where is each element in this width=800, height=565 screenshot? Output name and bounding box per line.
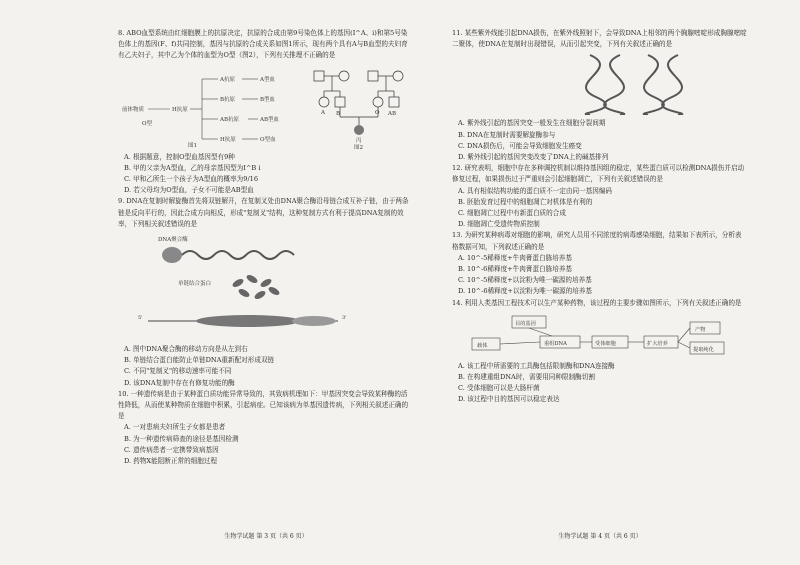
q14-option-d: D. 该过程中目的基因可以稳定表达 — [458, 395, 560, 404]
q10-option-d: D. 药物X能阻断正常的细胞过程 — [124, 457, 218, 466]
question-8: 8. ABO血型系统由红细胞膜上的抗原决定，抗原的合成由第9号染色体上的基因(I^A、i)和第5号染色体上的基因(F、f)共同控制，基因与抗原的合成关系如图1所示，现有两个具有A与B血型的夫妇育有乙夫妇子，其中乙为个体的血型为O型（图2），下列有关推理不正确的是 — [118, 29, 408, 60]
type-b: B型血 — [260, 96, 276, 103]
right-footer: 生物学试题 第 4 页（共 6 页） — [558, 532, 642, 540]
dna-polymerase-label: DNA聚合酶 — [158, 237, 188, 244]
fig2-caption: 图2 — [354, 144, 363, 149]
polymerase-shape — [162, 247, 182, 263]
q12-option-c: C. 细胞凋亡过程中有新蛋白质的合成 — [458, 209, 566, 218]
pedigree-female-2 — [393, 71, 403, 81]
lbl-receptor: 受体细胞 — [595, 340, 616, 347]
ssb-label: 单链结合蛋白 — [178, 281, 212, 288]
ped-label-a: A — [321, 109, 325, 116]
q13-option-b: B. 10^-6稀释度+牛肉膏蛋白胨培养基 — [458, 265, 573, 274]
type-o-label: O型 — [142, 120, 153, 127]
dna-helix-diagram — [452, 53, 748, 115]
prime-5: 5' — [138, 315, 143, 322]
q14-option-c: C. 受体细胞可以是大肠杆菌 — [458, 384, 540, 393]
precursor-label: 前体物质 — [122, 106, 145, 113]
pedigree-child-4 — [389, 97, 399, 107]
q8-option-c: C. 甲和乙所生一个孩子为A型血的概率为9/16 — [124, 175, 259, 184]
question-9: 9. DNA在复制时解旋酶首先将双链解开，在复制叉处由DNA聚合酶沿母链合成互补子链，由于两条链是反向平行的，因此合成方向相反，形成"复制叉"结构，这种复制方式有利于提高DNA复制的效率，下列相关叙述错误的是 — [118, 197, 409, 228]
q11-option-d: D. 紫外线引起的基因突变改变了DNA上的碱基排列 — [458, 153, 609, 162]
q12-option-b: B. 胚胎发育过程中的细胞凋亡对机体是有利的 — [458, 197, 593, 206]
q11-option-b: B. DNA在复制时需要解旋酶参与 — [458, 130, 556, 139]
q13-option-a: A. 10^-5稀释度+牛肉膏蛋白胨培养基 — [458, 253, 572, 262]
figure-q8 — [118, 65, 414, 149]
abo-diagram — [118, 65, 414, 149]
pedigree-child-1 — [319, 97, 329, 107]
figure-q11 — [452, 53, 748, 115]
lbl-target-gene: 目的基因 — [515, 320, 536, 327]
q9-option-c: C. 不同"复制叉"的移动速率可能不同 — [124, 367, 232, 376]
lbl-product: 产物 — [695, 326, 706, 333]
replication-fork-diagram — [118, 233, 414, 341]
lbl-vector: 载体 — [477, 342, 488, 349]
question-14: 14. 利用人类基因工程技术可以生产某种药物，该过程的主要步骤如图所示，下列有关叙述正确的是 — [452, 298, 742, 307]
helix-left — [586, 55, 625, 115]
q14-option-a: A. 该工程中所需要的工具酶包括限制酶和DNA连接酶 — [458, 361, 615, 370]
q9-option-b: B. 单链结合蛋白能防止单链DNA重新配对形成双链 — [124, 356, 275, 365]
a-antigen: A抗原 — [220, 76, 235, 83]
type-a: A型血 — [260, 76, 275, 83]
q8-option-d: D. 若父母均为O型血，子女不可能是AB型血 — [124, 186, 254, 195]
question-12: 12. 研究表明，细胞中存在多种调控机制以维持基因组的稳定，某些蛋白质可以检测DNA损伤并启动修复过程，如果损伤过于严重则会引起细胞凋亡，下列有关叙述错误的是 — [452, 164, 745, 184]
q10-option-c: C. 遗传病患者一定携带致病基因 — [124, 445, 219, 454]
type-o: O型血 — [260, 136, 276, 143]
pedigree-male-2 — [368, 71, 378, 81]
h-antigen-2: H抗原 — [220, 136, 236, 143]
pedigree-proband — [354, 125, 364, 135]
dna-strand-top — [182, 251, 294, 259]
ped-label-o: O — [375, 109, 380, 116]
ped-label-bing: 丙 — [356, 137, 362, 144]
pedigree-child-2 — [335, 97, 345, 107]
b-antigen: B抗原 — [220, 96, 236, 103]
question-10: 10. 一种遗传病是由于某种蛋白质功能异常导致的，其致病机理如下：甲基因突变会导致某种酶的活性降低，从而使某种物质在细胞中积累，引起病症。已知该病为单基因遗传病，下列相关叙述正确的是 — [118, 389, 409, 421]
q10-option-b: B. 为一种遗传病筛查的途径是基因检测 — [124, 434, 239, 443]
q11-option-c: C. DNA损伤后，可能会导致细胞发生癌变 — [458, 141, 582, 150]
figure-q9 — [118, 233, 414, 341]
q12-option-a: A. 具有相似结构功能的蛋白质不一定由同一基因编码 — [458, 186, 613, 195]
q8-option-a: A. 根据题意，控制O型血基因型有9种 — [124, 152, 235, 161]
helix-right — [644, 55, 683, 115]
ped-label-b: B — [336, 110, 341, 117]
ab-antigen: AB抗原 — [220, 116, 240, 123]
fig1-caption: 图1 — [188, 142, 197, 149]
question-13: 13. 为研究某种病毒对细胞的影响，研究人员用不同浓度的病毒感染细胞，结果如下表所示，分析表格数据可知，下列叙述正确的是 — [452, 231, 742, 251]
figure-q14 — [452, 312, 748, 358]
q13-option-c: C. 10^-5稀释度+以淀粉为唯一碳源的培养基 — [458, 276, 592, 285]
pedigree-male-1 — [314, 71, 324, 81]
q9-option-d: D. 该DNA复制中存在有修复功能的酶 — [124, 378, 235, 387]
left-footer: 生物学试题 第 3 页（共 6 页） — [224, 532, 308, 540]
genetic-engineering-flowchart — [452, 312, 748, 358]
q12-option-d: D. 细胞凋亡受遗传物质控制 — [458, 220, 540, 229]
q13-option-d: D. 10^-6稀释度+以淀粉为唯一碳源的培养基 — [458, 287, 593, 296]
lbl-purify: 提取纯化 — [693, 346, 714, 353]
left-page — [118, 28, 414, 548]
lbl-culture: 扩大培养 — [647, 340, 668, 347]
ped-label-ab: AB — [388, 110, 397, 117]
q9-option-a: A. 图中DNA聚合酶的移动方向是从左到右 — [124, 345, 248, 354]
type-ab: AB型血 — [260, 116, 280, 123]
right-page — [452, 28, 748, 548]
question-11: 11. 某些紫外线能引起DNA损伤，在紫外线照射下，会导致DNA上相邻的两个胸腺嘧啶形成胸腺嘧啶二聚体，使DNA在复制时出现错误，从而引起突变，下列有关叙述正确的是 — [452, 29, 747, 49]
q8-option-b: B. 甲的父亲为A型血，乙的母亲基因型为I^B i — [124, 163, 261, 172]
q14-option-b: B. 在构建重组DNA时，需要用同种限制酶切割 — [458, 373, 595, 382]
q10-option-a: A. 一对患病夫妇所生子女都是患者 — [124, 423, 226, 432]
newly-synthesized-strand — [196, 315, 336, 327]
pedigree-female-1 — [339, 71, 349, 81]
q11-option-a: A. 紫外线引起的基因突变一般发生在细胞分裂间期 — [458, 119, 606, 128]
ssb-proteins — [231, 273, 280, 300]
h-antigen-label: H抗原 — [172, 106, 188, 113]
pedigree-child-3 — [373, 97, 383, 107]
lbl-recombinant: 重组DNA — [544, 340, 567, 347]
prime-3: 3' — [342, 315, 347, 322]
